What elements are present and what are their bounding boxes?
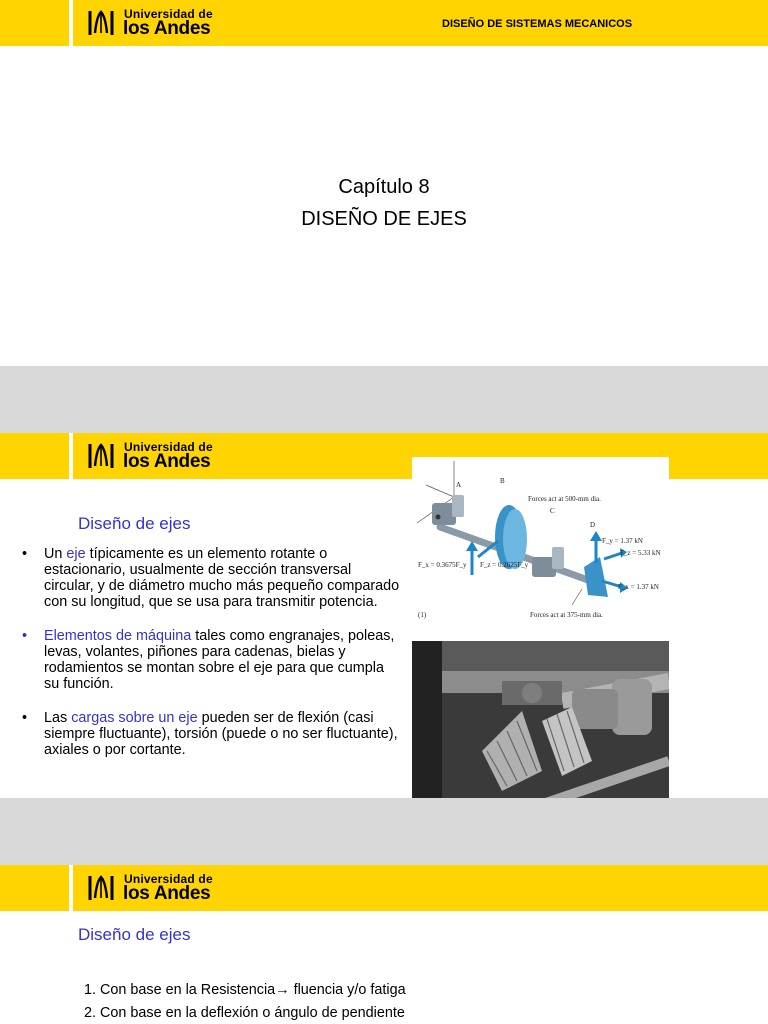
- bullet-item: [22, 546, 400, 610]
- university-logo: [86, 440, 236, 472]
- force-fy-label: F_y = 1.37 kN: [602, 537, 643, 545]
- step-item: 2. Con base en la deflexión o ángulo de pendiente: [84, 1005, 405, 1021]
- point-label-c: C: [550, 507, 555, 515]
- point-label-b: B: [500, 477, 505, 485]
- diagram-bottom-note: Forces act at 375-mm dia.: [530, 611, 603, 619]
- university-logo: [86, 872, 236, 904]
- bullet-text-post: pueden ser de flexión (casi siempre fluctuante), torsión (puede o no ser fluctuante), axiales o por cortante.: [44, 710, 398, 758]
- point-label-d: D: [590, 521, 596, 529]
- bullet-dot: •: [22, 546, 28, 562]
- logo-line-1: Universidad de: [124, 7, 213, 21]
- bullet-text-post: tales como engranajes, poleas, levas, volantes, piñones para cadenas, bielas y rodamientos se montan sobre el eje para que cumpla su función.: [44, 628, 395, 692]
- logo-line-1: Universidad de: [124, 440, 213, 454]
- bullet-text-post: típicamente es un elemento rotante o estacionario, usualmente de sección transversal circular, y de diámetro mucho más pequeño comparado con su longitud, que se usa para transmitir potencia.: [44, 546, 400, 610]
- chapter-title: DISEÑO DE EJES: [301, 208, 467, 230]
- logo-line-1: Universidad de: [124, 872, 213, 886]
- slide-3: [0, 865, 768, 1024]
- slide-2: [0, 433, 768, 798]
- force-left-1-label: F_x = 0.3675F_y: [418, 561, 467, 569]
- bullet-highlight: eje: [66, 546, 86, 562]
- bevel-gear-photo-svg: [412, 641, 669, 798]
- shaft-diagram-svg: [412, 457, 669, 627]
- chapter-label: Capítulo 8: [338, 176, 430, 198]
- bullet-list: [22, 546, 400, 776]
- header-divider: [69, 0, 73, 46]
- bevel-gear-photo: [412, 641, 669, 798]
- bullet-dot: •: [22, 628, 28, 644]
- logo-line-2: los Andes: [123, 451, 211, 472]
- diagram-top-note: Forces act at 500-mm dia.: [528, 495, 601, 503]
- slide-1: [0, 0, 768, 366]
- bullet-highlight: Elementos de máquina: [44, 628, 192, 644]
- slide-header: [0, 865, 768, 911]
- header-divider: [69, 433, 73, 479]
- slide-heading: Diseño de ejes: [78, 925, 191, 944]
- university-logo: [86, 7, 236, 39]
- shaft-diagram: [412, 457, 669, 627]
- force-fx-label: F_x = 1.37 kN: [618, 583, 659, 591]
- figure-number: (1): [418, 611, 427, 619]
- step-item: 1. Con base en la Resistencia→ fluencia y/o fatiga: [84, 982, 406, 998]
- bullet-item: [22, 710, 400, 758]
- steps-list: [84, 979, 406, 1024]
- bullet-text-pre: Las: [44, 710, 72, 726]
- bullet-highlight: cargas sobre un eje: [71, 710, 198, 726]
- slide-heading: Diseño de ejes: [78, 514, 191, 533]
- bullet-dot: •: [22, 710, 28, 726]
- force-fz-label: F_z = 5.33 kN: [620, 549, 661, 557]
- logo-emblem-icon: [86, 442, 116, 470]
- point-label-a: A: [456, 481, 462, 489]
- bullet-item: [22, 628, 400, 692]
- logo-line-2: los Andes: [123, 883, 211, 904]
- logo-emblem-icon: [86, 874, 116, 902]
- course-title: DISEÑO DE SISTEMAS MECANICOS: [442, 18, 633, 30]
- header-divider: [69, 865, 73, 911]
- logo-line-2: los Andes: [123, 18, 211, 39]
- slide-header: [0, 0, 768, 46]
- force-left-2-label: F_z = 0.2625F_y: [480, 561, 529, 569]
- bullet-text-pre: Un: [44, 546, 67, 562]
- logo-emblem-icon: [86, 9, 116, 37]
